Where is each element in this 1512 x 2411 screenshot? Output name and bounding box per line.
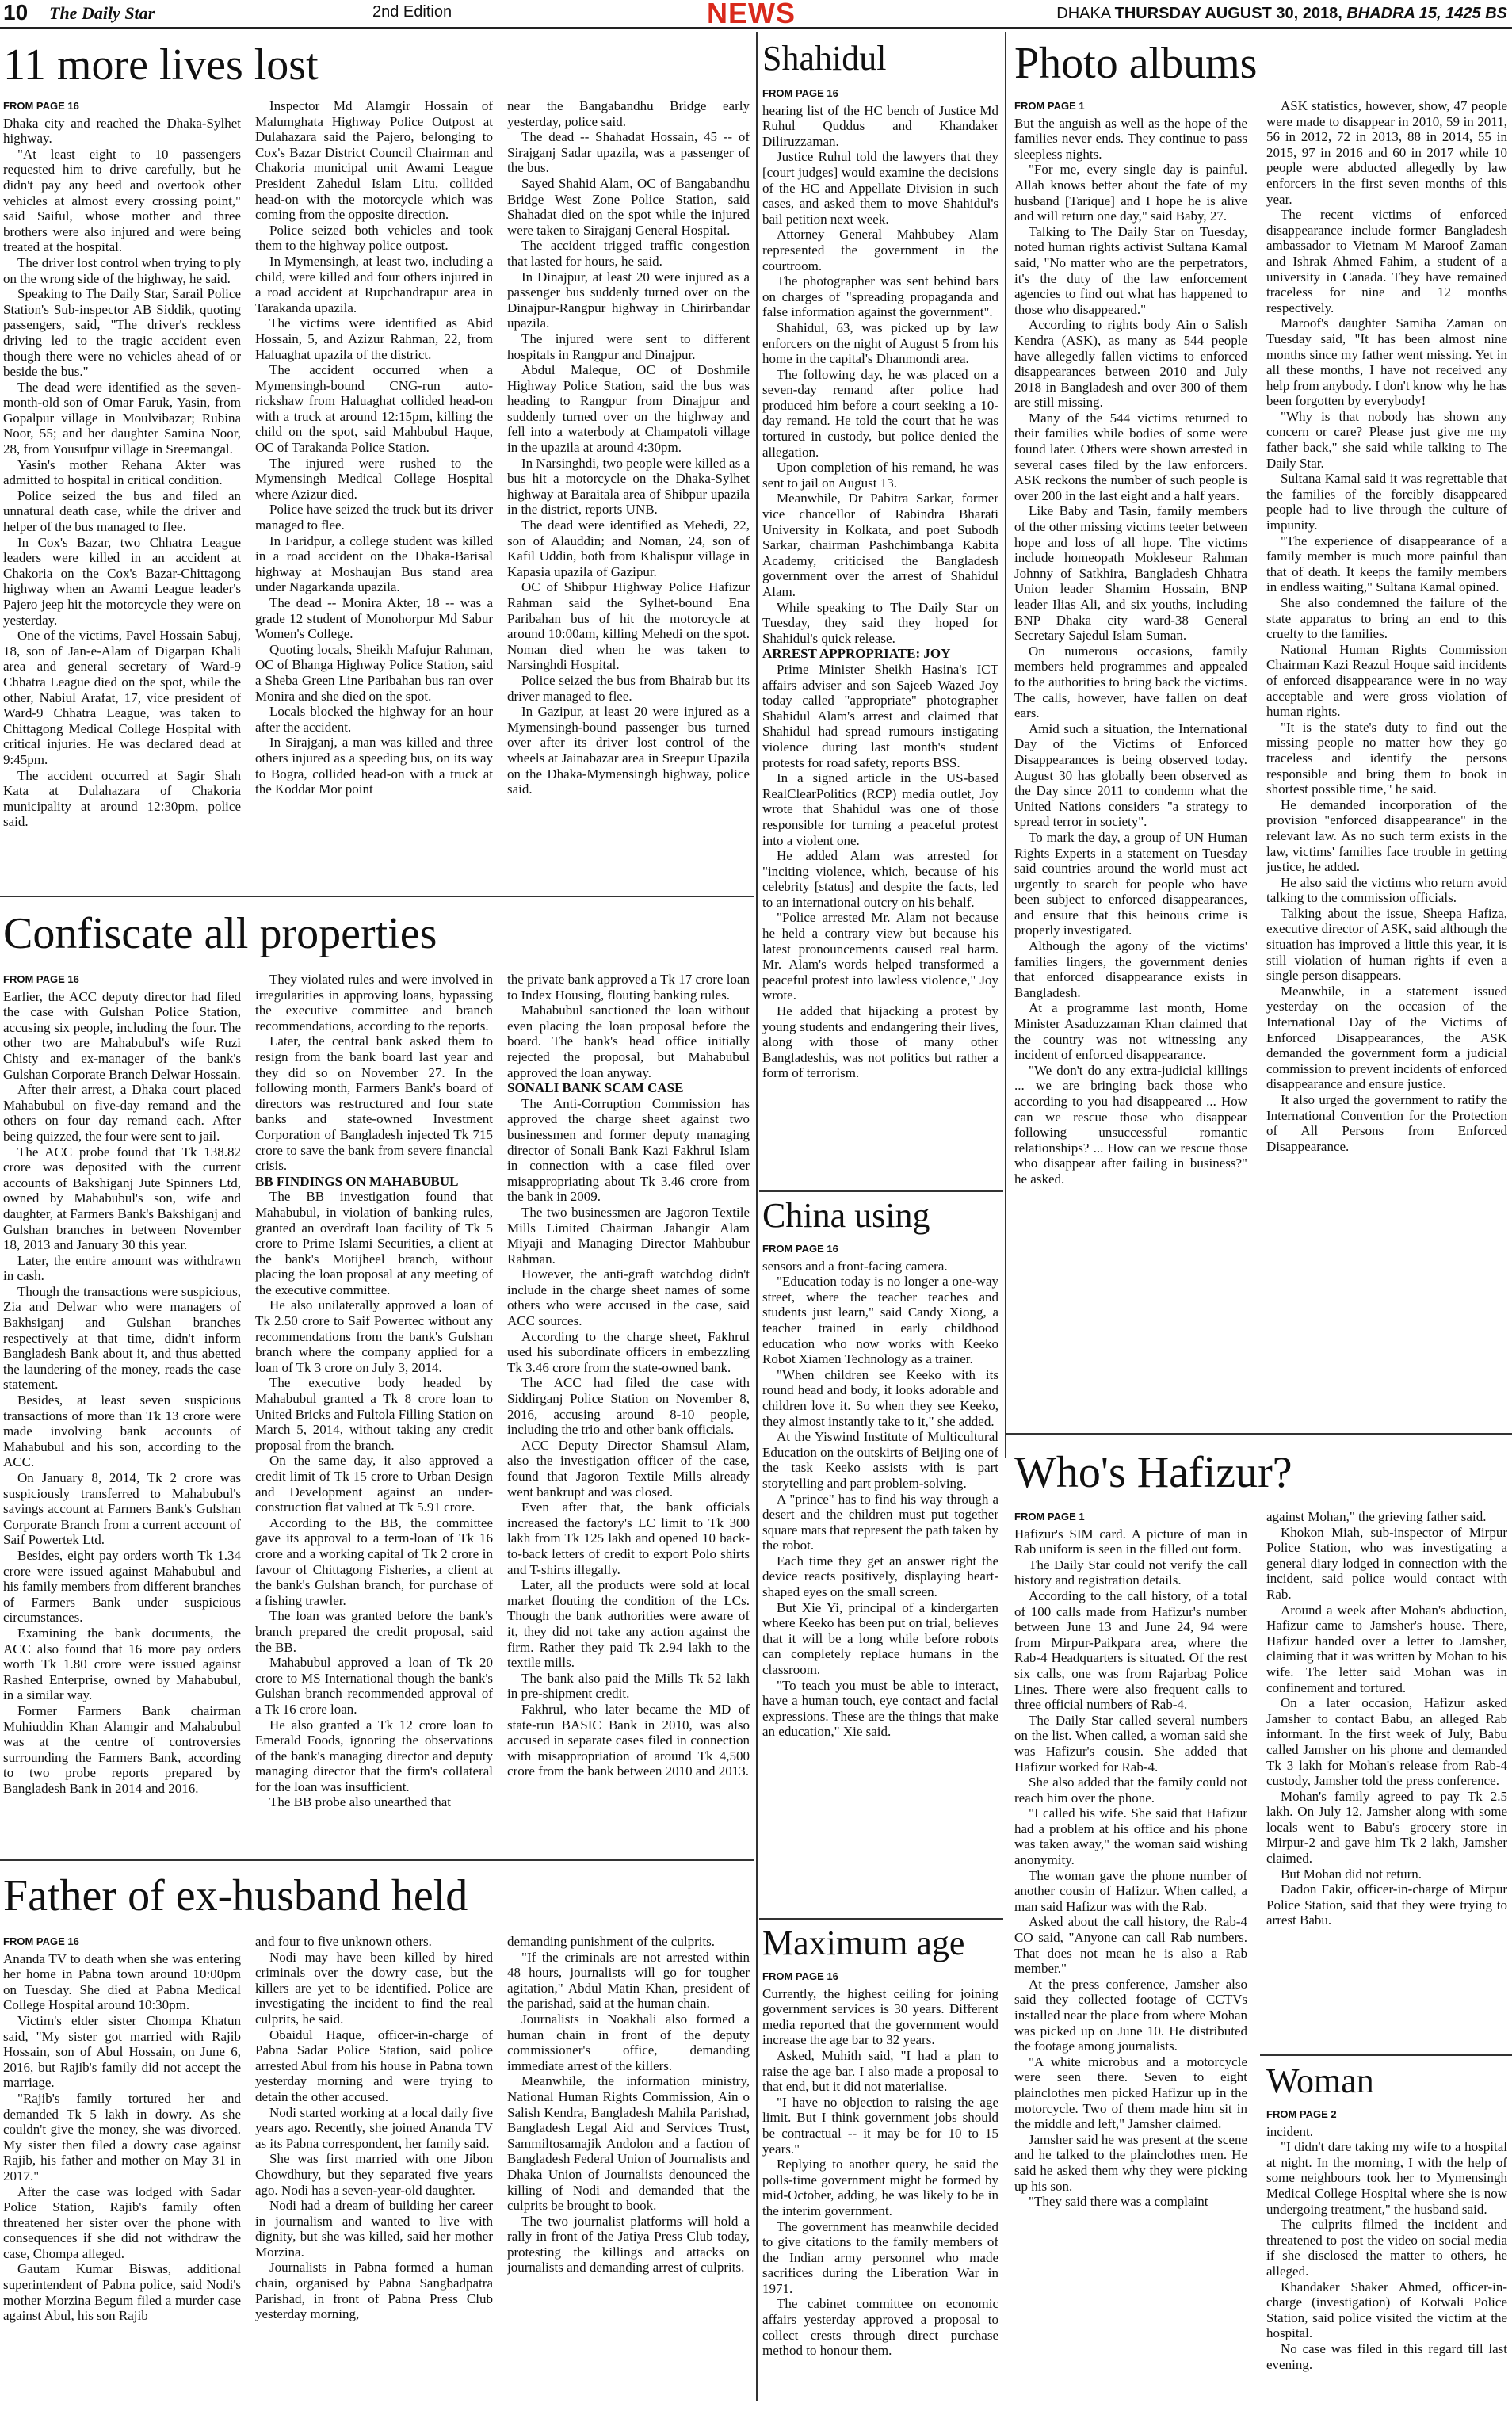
paragraph: Maroof's daughter Samiha Zaman on Tuesday said, "It has been almost nine months since my father went missing. Yet in all these months, I have not received any help from anybody. I don't know why he has been forgotten by everybody!: [1266, 315, 1507, 409]
paragraph: The BB probe also unearthed that: [269, 1794, 451, 1810]
paragraph: "I called his wife. She said that Hafizur had a problem at his office and his phone was taken away," the woman said wishing anonymity.: [1014, 1805, 1247, 1868]
paragraph: "The experience of disappearance of a family member is much more painful than that of death. It keeps the family members in endless waiting," Sultana Kamal opined.: [1266, 533, 1507, 595]
paragraph: According to the BB, the committee gave its approval to a term-loan of Tk 16 crore and a working capital of Tk 2 crore in favour of Chittagong Fisheries, a client at the bank's Gulshan branch, for purchase of a fishing trawler.: [255, 1515, 493, 1608]
paragraph: The dead -- Shahadat Hossain, 45 -- of Sirajganj Sadar upazila, was a passenger of the bus.: [507, 129, 750, 176]
father-col-1: [3, 1934, 241, 2406]
paragraph: At the Yiswind Institute of Multicultural Education on the outskirts of Beijing one of the task Keeko assists with is part storytelling and part problem-solving.: [762, 1429, 998, 1491]
lives-lost-col-2: [255, 98, 493, 891]
paragraph: The dead -- Monira Akter, 18 -- was a grade 12 student of Monohorpur Md Sabur Women's College.: [255, 595, 493, 642]
rule-4: [759, 1190, 1003, 1192]
paragraph: sensors and a front-facing camera.: [762, 1258, 948, 1274]
paragraph: demanding punishment of the culprits.: [507, 1934, 716, 1949]
paragraph: Fakhrul, who later became the MD of state-run BASIC Bank in 2010, was also accused in separate cases filed in connection with misappropriation of around Tk 4,500 crore from the bank between 2010 and 2013.: [507, 1701, 750, 1779]
paragraph: Currently, the highest ceiling for joining government services is 30 years. Different media reported that the government would increase the age bar to 32 years.: [762, 1985, 998, 2048]
paragraph: "When children see Keeko with its round head and body, it looks adorable and children love it. So when they see Keeko, they almost instantly take to it," she added.: [762, 1366, 998, 1429]
paragraph: Obaidul Haque, officer-in-charge of Pabna Sadar Police Station, said police arrested Abul from his house in Pabna town yesterday morning and were trying to detain the other accused.: [255, 2027, 493, 2104]
rule-1: [0, 896, 754, 897]
headline-father: Father of ex-husband held: [3, 1871, 468, 1920]
paragraph: He also said the victims who return avoid talking to the commission officials.: [1266, 874, 1507, 906]
paragraph: According to the call history, of a total of 100 calls made from Hafizur's number between June 13 and June 24, 94 were from Mirpur-Paikpara area, where the Rab-4 Headquarters is situated. Of the rest six calls, one was from Rajarbag Police Lines. There were also frequent calls to three official numbers of Rab-4.: [1014, 1588, 1247, 1713]
paragraph: On the same day, it also approved a credit limit of Tk 15 crore to Urban Design and Development against an under-construction flat valued at Tk 5.91 crore.: [255, 1453, 493, 1515]
dateline: FROM PAGE 16: [3, 1935, 79, 1947]
paragraph: The ACC had filed the case with Siddirganj Police Station on November 8, 2016, accusing around 8-10 people, including the trio and other bank officials.: [507, 1375, 750, 1438]
woman-col-1: [1266, 2107, 1507, 2406]
subhead: ARREST APPROPRIATE: JOY: [762, 646, 951, 662]
dateline: FROM PAGE 1: [1014, 1511, 1085, 1523]
paragraph: In Gazipur, at least 20 were injured as a Mymensingh-bound passenger bus turned over after its driver lost control of the wheels at Jainabazar area in Sreepur Upazila on the Dhaka-Mymensingh highway, police said.: [507, 704, 750, 797]
dateline: FROM PAGE 16: [762, 1970, 838, 1982]
paragraph: hearing list of the HC bench of Justice Md Ruhul Quddus and Khandaker Diliruzzaman.: [762, 102, 998, 149]
paragraph: "I have no objection to raising the age limit. But I think government jobs should be contractual -- it may be for 10 to 15 years.": [762, 2094, 998, 2157]
paragraph: A "prince" has to find his way through a desert and the children must put together square mats that represent the path taken by the robot.: [762, 1491, 998, 1553]
paragraph: Talking to The Daily Star on Tuesday, noted human rights activist Sultana Kamal said, "No matter who are the perpetrators, it's the duty of the law enforcement agencies to find out what has happened to those who disappeared.": [1014, 224, 1247, 317]
paragraph: Nodi had a dream of building her career in journalism and wanted to live with dignity, but she was killed, said her mother Morzina.: [255, 2198, 493, 2260]
paragraph: Earlier, the ACC deputy director had filed the case with Gulshan Police Station, accusing six people, including the four. The other two are Mahabubul's wife Ruzi Chisty and ex-manager of the bank's Gulshan Corporate Branch Delwar Hossain.: [3, 988, 241, 1082]
paragraph: Hafizur's SIM card. A picture of man in Rab uniform is seen in the filled out form.: [1014, 1526, 1247, 1557]
photo-albums-col-2: [1266, 98, 1507, 1430]
paragraph: The executive body headed by Mahabubul granted a Tk 8 crore loan to United Bricks and Fultola Filling Station on March 5, 2014, without taking any credit proposal from the branch.: [255, 1375, 493, 1453]
paragraph: The BB investigation found that Mahabubul, in violation of banking rules, granted an overdraft loan facility of Tk 5 crore to Prime Islami Securities, a client at the bank's Motijheel branch, without placing the loan proposal at any meeting of the executive committee.: [255, 1189, 493, 1297]
paragraph: It also urged the government to ratify the International Convention for the Protection of All Persons from Enforced Disappearance.: [1266, 1092, 1507, 1154]
paragraph: "At least eight to 10 passengers requested him to drive carefully, but he didn't pay any heed and overtook other vehicles at almost every crossing point," said Saiful, whose mother and three brothers were also injured and were being treated at the hospital.: [3, 146, 241, 255]
paragraph: The cabinet committee on economic affairs yesterday approved a proposal to collect crests through direct purchase method to honour them.: [762, 2296, 998, 2359]
paragraph: Shahidul, 63, was picked up by law enforcers on the night of August 5 from his home in the capital's Dhanmondi area.: [762, 319, 998, 367]
paragraph: Gautam Kumar Biswas, additional superintendent of Pabna police, said Nodi's mother Morzina Begum filed a murder case against Abul, his son Rajib: [3, 2261, 241, 2324]
paragraph: Even after that, the bank officials increased the factory's LC limit to Tk 300 lakh from Tk 125 lakh and opened 10 back-to-back letters of credit to export Polo shirts and T-shirts illegally.: [507, 1500, 750, 1577]
paragraph: Amid such a situation, the International Day of the Victims of Enforced Disappearances is being observed today. August 30 has globally been observed as the Day since 2011 to condemn what the United Nations considers "a strategy to spread terror in society".: [1014, 720, 1247, 830]
paragraph: Mahabubul sanctioned the loan without even placing the loan proposal before the board. The bank's head office initially rejected the proposal, but Mahabubul approved the loan anyway.: [507, 1003, 750, 1080]
paragraph: The Daily Star called several numbers on the list. When called, a woman said she was Hafizur's cousin. She added that Hafizur worked for Rab-4.: [1014, 1712, 1247, 1775]
paragraph: Meanwhile, Dr Pabitra Sarkar, former vice chancellor of Rabindra Bharati University in Kolkata, and poet Subodh Sarkar, chairman Pashchimbanga Kabita Academy, criticised the Bangladesh government over the arrest of Shahidul Alam.: [762, 491, 998, 599]
paragraph: No case was filed in this regard till last evening.: [1266, 2340, 1507, 2372]
rule-3: [1006, 1433, 1512, 1435]
paragraph: They violated rules and were involved in irregularities in approving loans, bypassing the executive committee and branch recommendations, according to the reports.: [255, 972, 493, 1034]
paragraph: On a later occasion, Hafizur asked Jamsher to contact Babu, an alleged Rab informant. In the first week of July, Babu called Jamsher on his phone and demanded Tk 3 lakh for Mohan's release from Rab-4 custody, Jamsher told the press conference.: [1266, 1695, 1507, 1789]
paragraph: Police seized the bus and filed an unnatural death case, while the driver and helper of the bus managed to flee.: [3, 487, 241, 535]
masthead: [0, 0, 1512, 29]
paragraph: After their arrest, a Dhaka court placed Mahabubul on five-day remand and the others on four day remand each. After being quizzed, the four were sent to jail.: [3, 1082, 241, 1144]
paper-logo: The Daily Star: [49, 3, 155, 23]
paragraph: The two journalist platforms will hold a rally in front of the Jatiya Press Club today, protesting the killings and attacks on journalists and demanding arrest of culprits.: [507, 2213, 750, 2275]
dateline: FROM PAGE 16: [762, 87, 838, 99]
paragraph: Justice Ruhul told the lawyers that they [court judges] would examine the decisions of the HC and Appellate Division in such cases, and asked them to move Shahidul's bail petition next week.: [762, 149, 998, 227]
paragraph: Prime Minister Sheikh Hasina's ICT affairs adviser and son Sajeeb Wazed Joy today called "appropriate" photographer Shahidul Alam's arrest and claimed that Shahidul had spread rumours instigating violence during last month's student protests for road safety, reports BSS.: [762, 661, 998, 770]
paragraph: against Mohan," the grieving father said.: [1266, 1509, 1487, 1524]
paragraph: The Daily Star could not verify the call history and registration details.: [1014, 1557, 1247, 1588]
paragraph: "It is the state's duty to find out the missing people no matter how they go traceless and identify the persons responsible and bring them to book in shortest possible time," he said.: [1266, 719, 1507, 797]
father-col-2: [255, 1934, 493, 2406]
edition-label: 2nd Edition: [372, 3, 452, 21]
paragraph: "I didn't dare taking my wife to a hospital at night. In the morning, I with the help of some neighbours took her to Mymensingh Medical College Hospital where she is now undergoing treatment," the husband said.: [1266, 2139, 1507, 2217]
paragraph: In Mymensingh, at least two, including a child, were killed and four others injured in a road accident at Rupchandrapur area in Tarakanda upazila.: [255, 253, 493, 315]
paragraph: near the Bangabandhu Bridge early yesterday, police said.: [507, 98, 750, 129]
paragraph: The woman gave the phone number of another cousin of Hafizur. When called, a man said Hafizur was with the Rab.: [1014, 1867, 1247, 1914]
rule-5: [759, 1918, 1003, 1920]
paragraph: Besides, eight pay orders worth Tk 1.34 crore were issued against Mahabubul and his family members from different branches of Farmers Bank under suspicious circumstances.: [3, 1547, 241, 1626]
paragraph: Each time they get an answer right the device reacts positively, displaying heart-shaped eyes on the small screen.: [762, 1553, 998, 1600]
paragraph: The dead were identified as the seven-month-old son of Omar Faruk, Yasin, from Gopalpur village in Moulvibazar; Rubina Noor, 55; and her daughter Samina Noor, 28, from Yousufpur village in Sreemangal.: [3, 379, 241, 457]
paragraph: Attorney General Mahbubey Alam represented the government in the courtroom.: [762, 227, 998, 273]
column-rule-center: [756, 32, 758, 2401]
paragraph: But Mohan did not return.: [1281, 1866, 1422, 1882]
paragraph: Victim's elder sister Chompa Khatun said, "My sister got married with Rajib Hossain, son of Abul Hossain, on June 6, 2016, but Rajib's family did not accept the marriage.: [3, 2012, 241, 2091]
paragraph: The injured were rushed to the Mymensingh Medical College Hospital where Azizur died.: [255, 455, 493, 502]
paragraph: Abdul Maleque, OC of Doshmile Highway Police Station, said the bus was heading to Rangpur from Dinajpur and suddenly turned over on the highway and fell into a waterbody at Champatoli village in the upazila at around 4:30pm.: [507, 362, 750, 456]
headline-shahidul: Shahidul: [762, 39, 887, 78]
paragraph: Though the transactions were suspicious, Zia and Delwar who were managers of Bakhsiganj and Gulshan branches respectively at that time, didn't inform Bangladesh Bank about it, and thus abetted the laundering of the money, reads the case statement.: [3, 1283, 241, 1393]
paragraph: In Faridpur, a college student was killed in a road accident on the Dhaka-Barisal highway at Moshaujan Bus stand area under Nagarkanda upazila.: [255, 533, 493, 595]
paragraph: Khandaker Shaker Ahmed, officer-in-charge (investigation) of Kotwali Police Station, said police visited the victim at the hospital.: [1266, 2279, 1507, 2341]
paragraph: She also condemned the failure of the state apparatus to bring an end to this cruelty to the families.: [1266, 595, 1507, 642]
paragraph: incident.: [1266, 2123, 1314, 2139]
max-age-col-1: [762, 1969, 998, 2406]
paragraph: The two businessmen are Jagoron Textile Mills Limited Chairman Jahangir Alam Miyaji and Managing Director Mahbubur Rahman.: [507, 1204, 750, 1267]
paragraph: He also granted a Tk 12 crore loan to Emerald Foods, ignoring the observations of the bank's managing director and deputy managing director that the firm's collateral for the loan was insufficient.: [255, 1717, 493, 1794]
paragraph: Police seized the bus from Bhairab but its driver managed to flee.: [507, 672, 750, 704]
paragraph: Quoting locals, Sheikh Mafujur Rahman, OC of Bhanga Highway Police Station, said a Sheba Green Line Paribahan bus ran over Monira and she died on the spot.: [255, 641, 493, 704]
lives-lost-col-3: [507, 98, 750, 891]
paragraph: Yasin's mother Rehana Akter was admitted to hospital in critical condition.: [3, 457, 241, 488]
paragraph: "To teach you must be able to interact, have a human touch, eye contact and facial expressions. These are the things that make an education," Xie said.: [762, 1677, 998, 1740]
paragraph: He added that hijacking a protest by young students and endangering their lives, along with those of many other Bangladeshis, was not politics but rather a form of terrorism.: [762, 1003, 998, 1081]
paragraph: Talking about the issue, Sheepa Hafiza, executive director of ASK, said although the situation has improved a little this year, it is still violation of human rights if even a single person disappears.: [1266, 905, 1507, 984]
paragraph: Examining the bank documents, the ACC also found that 16 more pay orders worth Tk 1.80 crore were issued against Rashed Enterprise, owned by Mahabubul, in a similar way.: [3, 1625, 241, 1703]
paragraph: She was first married with one Jibon Chowdhury, but they separated five years ago. Nodi has a seven-year-old daughter.: [255, 2151, 493, 2198]
paragraph: At a programme last month, Home Minister Asaduzzaman Khan claimed that the country was not witnessing any incident of enforced disappearance.: [1014, 1000, 1247, 1063]
headline-confiscate: Confiscate all properties: [3, 909, 437, 958]
paragraph: ACC Deputy Director Shamsul Alam, also the investigation officer of the case, found that Jagoron Textile Mills already went bankrupt and was closed.: [507, 1437, 750, 1500]
paragraph: The culprits filmed the incident and threatened to post the video on social media if she disclosed the matter to others, he alleged.: [1266, 2217, 1507, 2279]
paragraph: At the press conference, Jamsher also said they collected footage of CCTVs installed near the place from where Mohan was picked up on June 10. He distributed the footage among journalists.: [1014, 1976, 1247, 2054]
paragraph: Sultana Kamal said it was regrettable that the families of the forcibly disappeared people had to live through the culture of impunity.: [1266, 471, 1507, 533]
page-number: 10: [3, 0, 29, 25]
paragraph: Khokon Miah, sub-inspector of Mirpur Police Station, who was investigating a general diary lodged in connection with the incident, said police would contact with Rab.: [1266, 1524, 1507, 1602]
paragraph: The ACC probe found that Tk 138.82 crore was deposited with the current accounts of Bakshiganj Jute Spinners Ltd, owned by Mahabubul's son, wife and daughter, at Farmers Bank's Bakshiganj and Gulshan branches in between November 18, 2013 and January 30 this year.: [3, 1144, 241, 1253]
paragraph: Nodi may have been killed by hired criminals over the dowry case, but the killers are yet to be identified. Police are investigating the incident to find the real culprits, he said.: [255, 1949, 493, 2027]
paragraph: "Police arrested Mr. Alam not because he held a contrary view but because his latest pronouncements caused real harm. Mr. Alam's words helped transformed a peaceful protest into lawless violence," Joy wrote.: [762, 910, 998, 1003]
paragraph: "A white microbus and a motorcycle were seen there. Seven to eight plainclothes men picked Hafizur up in the motorcycle. Two of them made him sit in the middle and left," Jamsher claimed.: [1014, 2054, 1247, 2132]
paragraph: The Anti-Corruption Commission has approved the charge sheet against two businessmen and former deputy managing director of Sonali Bank Kazi Fakhrul Islam in connection with a case filed over misappropriating about Tk 3.46 crore from the bank in 2009.: [507, 1095, 750, 1205]
paragraph: However, the anti-graft watchdog didn't include in the charge sheet names of some others who were accused in the case, said ACC sources.: [507, 1267, 750, 1329]
paragraph: He demanded incorporation of the provision "enforced disappearance" in the relevant law. As no such term exists in the law, victims' families face trouble in getting justice, he added.: [1266, 797, 1507, 875]
headline-hafizur: Who's Hafizur?: [1014, 1448, 1292, 1497]
headline-photo-albums: Photo albums: [1014, 39, 1258, 88]
paragraph: On January 8, 2014, Tk 2 crore was suspiciously transferred to Mahabubul's savings account at Farmers Bank's Gulshan Corporate Branch from a current account of Saif Powertek Ltd.: [3, 1470, 241, 1548]
confiscate-col-2: [255, 972, 493, 1855]
dateline-bar: DHAKA THURSDAY AUGUST 30, 2018, BHADRA 15, 1425 BS: [1056, 5, 1507, 22]
column-rule-right: [1005, 32, 1006, 1458]
paragraph: "We don't do any extra-judicial killings ... we are bringing back those who according to you had disappeared ... How can we rescue those who disappear following unsuccessful romantic relationships? ... How can we rescue those who disappear after failing in business?" he asked.: [1014, 1062, 1247, 1186]
paragraph: But the anguish as well as the hope of the families never ends. They continue to pass sleepless nights.: [1014, 115, 1247, 162]
paragraph: Police seized both vehicles and took them to the highway police outpost.: [255, 222, 493, 254]
paragraph: In Sirajganj, a man was killed and three others injured as a speeding bus, on its way to Bogra, collided head-on with a truck at the Koddar Mor point: [255, 735, 493, 797]
paragraph: Later, all the products were sold at local market flouting the condition of the LCs. Though the bank authorities were aware of it, they did not take any action against the firm. Rather they paid Tk 2.94 lakh to the textile mills.: [507, 1577, 750, 1671]
paragraph: On numerous occasions, family members held programmes and appealed to the authorities to bring back the victims. The calls, however, have fallen on deaf ears.: [1014, 643, 1247, 721]
rule-2: [0, 1859, 754, 1861]
paragraph: Journalists in Pabna formed a human chain, organised by Pabna Sangbadpatra Parishad, in front of Pabna Press Club yesterday morning,: [255, 2260, 493, 2322]
paragraph: The following day, he was placed on a seven-day remand after police had produced him before a court seeking a 10-day remand. He told the court that he was tortured in custody, but police denied the allegation.: [762, 366, 998, 460]
paragraph: While speaking to The Daily Star on Tuesday, they said they hoped for Shahidul's quick release.: [762, 599, 998, 646]
paragraph: Many of the 544 victims returned to their families while bodies of some were found later. Others were shown arrested in several cases filed by the law enforcers. ASK reckons the number of such people is over 200 in the last eight and a half years.: [1014, 410, 1247, 503]
paragraph: The government has meanwhile decided to give citations to the family members of the Indian army personnel who made sacrifices during the Liberation War in 1971.: [762, 2218, 998, 2296]
paragraph: "Why is that nobody has shown any concern or care? Please just give me my father back," she said while talking to The Daily Star.: [1266, 408, 1507, 471]
paragraph: the private bank approved a Tk 17 crore loan to Index Housing, flouting banking rules.: [507, 972, 750, 1003]
dateline: FROM PAGE 16: [3, 973, 79, 985]
paragraph: Former Farmers Bank chairman Muhiuddin Khan Alamgir and Mahabubul was at the centre of controversies surrounding the Farmers Bank, according to two probe reports prepared by Bangladesh Bank in 2014 and 2016.: [3, 1702, 241, 1796]
paragraph: She also added that the family could not reach him over the phone.: [1014, 1775, 1247, 1805]
paragraph: Meanwhile, in a statement issued yesterday on the occasion of the International Day of the Victims of Enforced Disappearances, the ASK demanded the government form a judicial commission to prevent incidents of enforced disappearance and ensure justice.: [1266, 983, 1507, 1092]
hafizur-col-1: [1014, 1509, 1247, 2406]
paragraph: "If the criminals are not arrested within 48 hours, journalists will go for tougher agitation," Abdul Matin Khan, president of the parishad, said at the human chain.: [507, 1949, 750, 2012]
paragraph: ASK statistics, however, show, 47 people were made to disappear in 2010, 59 in 2011, 56 in 2012, 72 in 2013, 88 in 2014, 55 in 2015, 97 in 2016 and 60 in 2017 while 10 people were abducted allegedly by law enforcers in the first seven months of this year.: [1266, 98, 1507, 207]
headline-lives-lost: 11 more lives lost: [3, 40, 319, 90]
headline-china: China using: [762, 1196, 930, 1235]
dateline: FROM PAGE 16: [3, 100, 79, 112]
subhead: SONALI BANK SCAM CASE: [507, 1080, 684, 1096]
paragraph: The injured were sent to different hospitals in Rangpur and Dinajpur.: [507, 331, 750, 362]
hafizur-col-2: [1266, 1509, 1507, 2051]
confiscate-col-3: [507, 972, 750, 1855]
paragraph: Although the agony of the victims' families lingers, the government denies that enforced disappearance exists in Bangladesh.: [1014, 938, 1247, 1000]
paragraph: "Education today is no longer a one-way street, where the teacher teaches and students just learn," said Candy Xiong, a teacher trained in early childhood education who now works with Keeko Robot Xiamen Technology as a trainer.: [762, 1274, 998, 1367]
paragraph: Speaking to The Daily Star, Sarail Police Station's Sub-inspector AB Siddik, quoting passengers, said, "The driver's reckless driving led to the tragic accident even though there were no vehicles ahead of or beside the bus.": [3, 286, 241, 380]
headline-woman: Woman: [1266, 2061, 1374, 2100]
paragraph: In Narsinghdi, two people were killed as a bus hit a motorcycle on the Dhaka-Sylhet highway at Baraitala area of Shibpur upazila in the district, reports UNB.: [507, 455, 750, 518]
paragraph: and four to five unknown others.: [255, 1934, 432, 1949]
paragraph: The accident occurred when a Mymensingh-bound CNG-run auto-rickshaw from Haluaghat collided head-on with a truck at around 12:15pm, killing the child on the spot, said Mahbubul Haque, OC of Tarakanda Police Station.: [255, 362, 493, 456]
china-col-1: [762, 1241, 998, 1915]
headline-max-age: Maximum age: [762, 1924, 965, 1962]
paragraph: Mohan's family agreed to pay Tk 2.5 lakh. On July 12, Jamsher along with some locals went to Babu's grocery store in Mirpur-2 and gave him Tk 2 lakh, Jamsher claimed.: [1266, 1788, 1507, 1867]
paragraph: OC of Shibpur Highway Police Hafizur Rahman said the Sylhet-bound Ena Paribahan bus of hit the motorcycle at around 10:00am, killing Mehedi on the spot. Noman died when he was taken to Narsinghdi Hospital.: [507, 579, 750, 673]
paragraph: The bank also paid the Mills Tk 52 lakh in pre-shipment credit.: [507, 1670, 750, 1702]
paragraph: The photographer was sent behind bars on charges of "spreading propaganda and false information against the government".: [762, 273, 998, 320]
confiscate-col-1: [3, 972, 241, 1855]
dateline: FROM PAGE 2: [1266, 2108, 1337, 2120]
paragraph: After the case was lodged with Sadar Police Station, Rajib's family often threatened her sister over the phone with consequences if she did not withdraw the case, Chompa alleged.: [3, 2184, 241, 2261]
paragraph: He also unilaterally approved a loan of Tk 2.50 crore to Saif Powertec without any recommendations from the bank's Gulshan branch where the company applied for a loan of Tk 3 crore on July 3, 2014.: [255, 1297, 493, 1375]
paragraph: Asked about the call history, the Rab-4 CO said, "Anyone can call Rab numbers. That does not mean he is also a Rab member.": [1014, 1914, 1247, 1977]
subhead: BB FINDINGS ON MAHABUBUL: [255, 1173, 459, 1189]
paragraph: Nodi started working at a local daily five years ago. Recently, she joined Ananda TV as its Pabna correspondent, her family said.: [255, 2104, 493, 2151]
paragraph: Inspector Md Alamgir Hossain of Malumghata Highway Police Outpost at Dulahazara said the Pajero, belonging to Cox's Bazar District Council Chairman and Chakoria municipal unit Awami League President Zahedul Islam Litu, collided head-on with the motorcycle which was coming from the opposite direction.: [255, 98, 493, 223]
paragraph: The victims were identified as Abid Hossain, 5, and Azizur Rahman, 22, from Haluaghat upazila of the district.: [255, 315, 493, 362]
paragraph: In a signed article in the US-based RealClearPolitics (RCP) media outlet, Joy wrote that Shahidul was one of those responsible for turning a peaceful protest into a violent one.: [762, 770, 998, 848]
paragraph: To mark the day, a group of UN Human Rights Experts in a statement on Tuesday said countries around the world must act urgently to search for people who have been subject to enforced disappearances, and ensure that this heinous crime is properly investigated.: [1014, 829, 1247, 938]
paragraph: Around a week after Mohan's abduction, Hafizur came to Jamsher's house. There, Hafizur handed over a letter to Jamsher, claiming that it was written by Mohan to his wife. The letter said Mohan was in confinement and tortured.: [1266, 1602, 1507, 1695]
paragraph: Dhaka city and reached the Dhaka-Sylhet highway.: [3, 115, 241, 147]
paragraph: The loan was granted before the bank's branch prepared the credit proposal, said the BB.: [255, 1608, 493, 1655]
paragraph: "They said there was a complaint: [1029, 2194, 1208, 2210]
paragraph: He added Alam was arrested for "inciting violence, which, because of his celebrity [status] and despite the facts, led to an international outcry on his behalf.: [762, 848, 998, 910]
paragraph: Meanwhile, the information ministry, National Human Rights Commission, Ain o Salish Kendra, Bangladesh Mahila Parishad, Bangladesh Legal Aid and Services Trust, Sammiltosamajik Andolon and a faction of Bangladesh Federal Union of Journalists and Dhaka Union of Journalists denounced the killing of Nodi and demanded that the culprits be brought to book.: [507, 2073, 750, 2214]
paragraph: In Cox's Bazar, two Chhatra League leaders were killed in an accident at Chakoria on the Cox's Bazar-Chittagong highway when an Awami League leader's Pajero jeep hit the motorcycle they were on yesterday.: [3, 534, 241, 628]
paragraph: The accident trigged traffic congestion that lasted for hours, he said.: [507, 238, 750, 269]
section-label: NEWS: [707, 0, 796, 29]
paragraph: Sayed Shahid Alam, OC of Bangabandhu Bridge West Zone Police Station, said Shahadat died on the spot while the injured were taken to Sirajganj General Hospital.: [507, 175, 750, 238]
paragraph: The driver lost control when trying to ply on the wrong side of the highway, he said.: [3, 254, 241, 286]
paragraph: Mahabubul approved a loan of Tk 20 crore to MS International though the bank's Gulshan branch recommended approval of a Tk 16 crore loan.: [255, 1655, 493, 1717]
paragraph: Journalists in Noakhali also formed a human chain in front of the deputy commissioner's office, demanding immediate arrest of the killers.: [507, 2011, 750, 2073]
paragraph: Ananda TV to death when she was entering her home in Pabna town around 10:00pm on Tuesday. She died at Pabna Medical College Hospital around 10:30pm.: [3, 1951, 241, 2013]
paragraph: The dead were identified as Mehedi, 22, son of Alauddin; and Noman, 24, son of Kafil Uddin, both from Khalispur village in Kapasia upazila of Gazipur.: [507, 518, 750, 579]
lives-lost-col-1: [3, 98, 241, 891]
paragraph: One of the victims, Pavel Hossain Sabuj, 18, son of Jan-e-Alam of Digarpan Khali area and general secretary of Ward-9 Chhatra League died on the spot, while the other, Nabiul Arafat, 17, vice president of Ward-9 Chhatra League, was taken to Chittagong Medical College Hospital with critical injuries. He was declared dead at 9:45pm.: [3, 628, 241, 767]
paragraph: Police have seized the truck but its driver managed to flee.: [255, 502, 493, 533]
paragraph: Besides, at least seven suspicious transactions of more than Tk 13 crore were made involving bank accounts of Mahabubul and his son, according to the ACC.: [3, 1393, 241, 1470]
paragraph: The recent victims of enforced disappearance include former Bangladesh ambassador to Vietnam M Maroof Zaman and Ishrak Ahmed Fahim, a student of a university in Canada. They have remained traceless for nine and 12 months respectively.: [1266, 207, 1507, 315]
paragraph: Locals blocked the highway for an hour after the accident.: [255, 704, 493, 735]
dateline: FROM PAGE 16: [762, 1243, 838, 1255]
paragraph: The accident occurred at Sagir Shah Kata at Dulahazara of Chakoria municipality at around 12:30pm, police said.: [3, 767, 241, 830]
paragraph: Jamsher said he was present at the scene and he talked to the plainclothes men. He said he asked them why they were picking up his son.: [1014, 2131, 1247, 2194]
paragraph: Later, the central bank asked them to resign from the bank board last year and they did so on November 27. In the following month, Farmers Bank's board of directors was restructured and four state banks and state-owned Investment Corporation of Bangladesh injected Tk 715 crore to save the bank from severe financial crisis.: [255, 1034, 493, 1174]
paragraph: National Human Rights Commission Chairman Kazi Reazul Hoque said incidents of enforced disappearance were in no way acceptable and were gross violation of human rights.: [1266, 641, 1507, 720]
dateline: FROM PAGE 1: [1014, 100, 1085, 112]
paragraph: Later, the entire amount was withdrawn in cash.: [3, 1252, 241, 1284]
shahidul-col-1: [762, 86, 998, 1187]
paragraph: "For me, every single day is painful. Allah knows better about the fate of my husband [Tarique] and I hope he is alive and will return one day," said Baby, 27.: [1014, 162, 1247, 224]
paragraph: Upon completion of his remand, he was sent to jail on August 13.: [762, 460, 998, 491]
father-col-3: [507, 1934, 750, 2406]
paragraph: "Rajib's family tortured her and demanded Tk 5 lakh in dowry. As she couldn't give the money, she was divorced. My sister then filed a dowry case against Rajib, his father and mother on May 31 in 2017.": [3, 2090, 241, 2184]
paragraph: Dadon Fakir, officer-in-charge of Mirpur Police Station, said that they were trying to arrest Babu.: [1266, 1882, 1507, 1928]
paragraph: Like Baby and Tasin, family members of the other missing victims teeter between hope and loss of all hope. The victims include homeopath Mokleseur Rahman Johnny of Satkhira, Bangladesh Chhatra Union leader Shamim Hossain, BNP leader Ilias Ali, and six youths, including BNP Dhaka city ward-38 General Secretary Sajedul Islam Suman.: [1014, 503, 1247, 644]
paragraph: In Dinajpur, at least 20 were injured as a passenger bus suddenly turned over on the Dinajpur-Rangpur highway in Chirirbandar upazila.: [507, 269, 750, 331]
rule-6: [1260, 2054, 1512, 2056]
paragraph: According to rights body Ain o Salish Kendra (ASK), as many as 544 people have allegedly fallen victims to enforced disappearances between 2010 and July 2018 in Bangladesh and over 300 of them are still missing.: [1014, 317, 1247, 411]
paragraph: According to the charge sheet, Fakhrul used his subordinate officers in embezzling Tk 3.46 crore from the state-owned bank.: [507, 1328, 750, 1375]
paragraph: But Xie Yi, principal of a kindergarten where Keeko has been put on trial, believes that it will be a long while before robots can completely replace humans in the classroom.: [762, 1599, 998, 1678]
photo-albums-col-1: [1014, 98, 1247, 1430]
paragraph: Replying to another query, he said the polls-time government might be formed by mid-October, adding, he was likely to be in the interim government.: [762, 2157, 998, 2218]
paragraph: Asked, Muhith said, "I had a plan to raise the age bar. I also made a proposal to that end, but it did not materialise.: [762, 2047, 998, 2095]
